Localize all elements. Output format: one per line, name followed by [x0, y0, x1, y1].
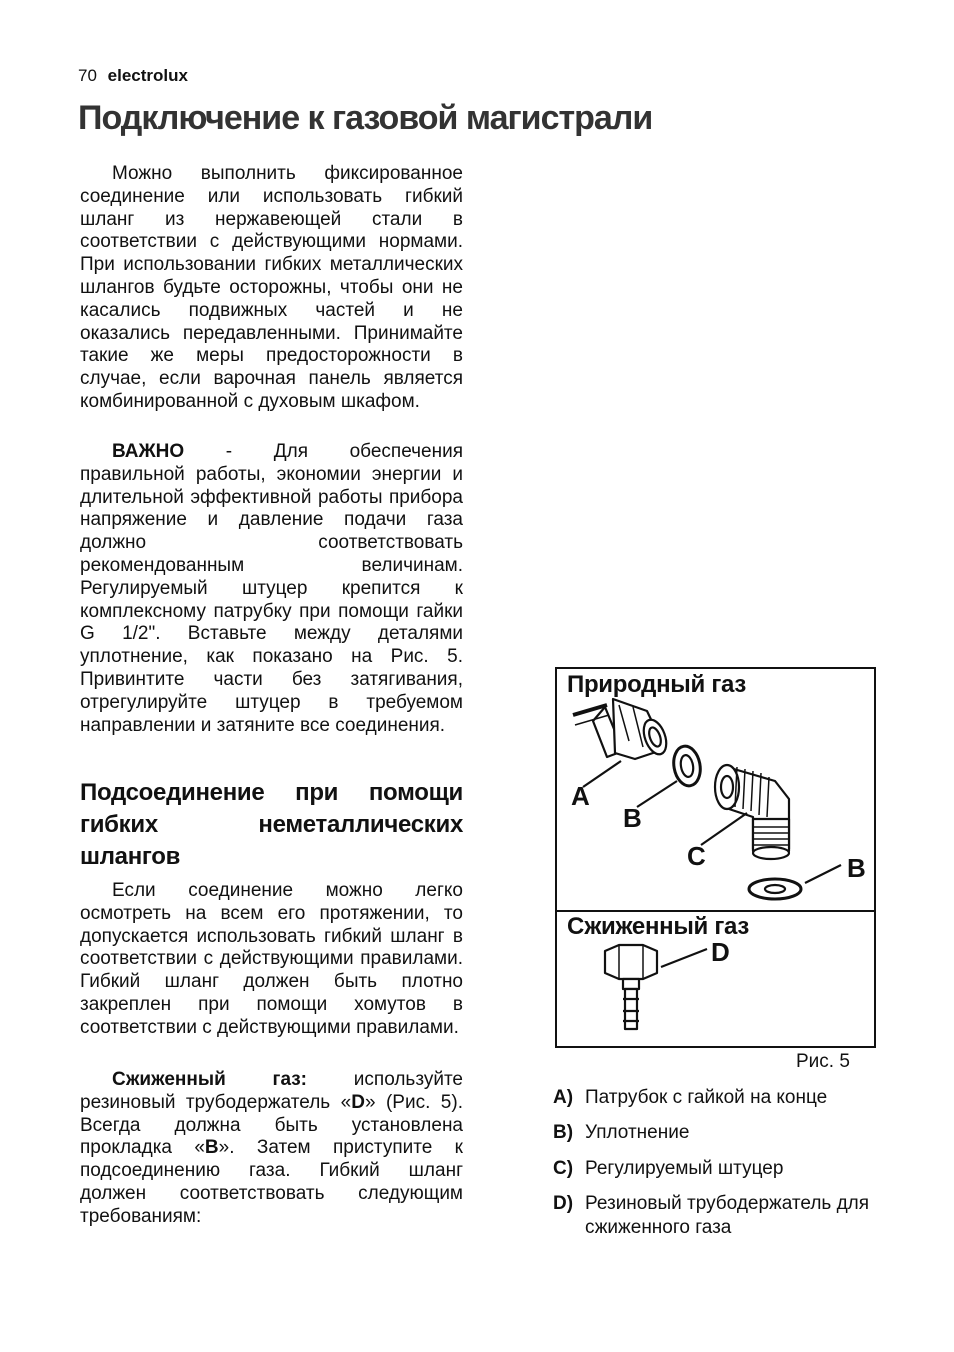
legend-text: Уплотнение	[585, 1122, 690, 1143]
leader-line-c	[701, 813, 747, 845]
leader-line-b	[637, 781, 677, 807]
figure-caption: Рис. 5	[796, 1051, 850, 1072]
intro-paragraph	[80, 163, 463, 414]
page-header	[78, 66, 188, 86]
intro-text: Можно выполнить фиксированное соединение или использовать гибкий шланг из нержавеющей стали в соответствии с действующими нормами. При использовании гибких металлических шлангов будьте осторожны, чтобы они не касались подвижных частей и не оказались передавленными. Принимайте такие же меры предосторожности в случае, если варочная панель является комбинированной с духовым шкафом.	[80, 163, 463, 412]
legend-letter: C)	[553, 1158, 574, 1179]
adjustable-fitting-illustration	[715, 765, 789, 859]
leader-line-d	[661, 949, 707, 967]
leader-line-b2	[805, 865, 841, 883]
legend-text: Патрубок с гайкой на конце	[585, 1087, 828, 1108]
legend-letter: A)	[553, 1087, 574, 1108]
important-paragraph	[80, 441, 463, 737]
page-number: 70	[78, 66, 97, 85]
label-d: D	[711, 937, 730, 967]
natural-gas-title: Природный газ	[567, 671, 746, 698]
lpg-paragraph	[80, 1069, 463, 1229]
figure-divider	[557, 910, 874, 912]
label-b: B	[623, 803, 642, 833]
lpg-ref-d: D	[351, 1091, 365, 1113]
label-c: C	[687, 841, 706, 871]
page-title: Подключение к газовой магистрали	[78, 99, 653, 137]
lpg-text-1: используйте резиновый трубодержатель «	[80, 1069, 463, 1113]
lpg-text-2: » (Рис. 5). Всегда должна быть установлена прокладка «	[80, 1091, 463, 1159]
hose-holder-illustration	[605, 945, 657, 1029]
pipe-with-nut-illustration	[573, 699, 671, 759]
lpg-text-3: ». Затем приступите к подсоединению газа. Гибкий шланг должен соответствовать следующим требованиям:	[80, 1137, 463, 1227]
figure-5	[555, 667, 876, 1048]
lower-washer-illustration	[749, 879, 801, 899]
legend-text: Регулируемый штуцер	[585, 1158, 784, 1179]
label-b2: B	[847, 853, 866, 883]
legend-text: Резиновый трубодержатель для сжиженного газа	[585, 1193, 870, 1238]
important-text: - Для обеспечения правильной работы, экономии энергии и длительной эффективной работы прибора напряжение и давление подачи газа должно соответствовать рекомендованным величинам. Регулируемый штуцер крепится к комплексному патрубку при помощи гайки G 1/2". Вставьте между деталями уплотнение, как показано на Рис. 5. Привинтите части без затягивания, отрегулируйте штуцер в требуемом направлении и затяните все соединения.	[80, 441, 463, 736]
brand-name: electrolux	[107, 66, 188, 85]
lpg-ref-b: B	[204, 1137, 219, 1159]
flexible-hose-text: Если соединение можно легко осмотреть на всем его протяжении, то допускается использовать гибкий шланг в соответствии с действующими правилами. Гибкий шланг должен быть плотно закреплен при помощи хомутов в соответствии с действующими правилами.	[80, 880, 463, 1038]
important-label: ВАЖНО	[112, 441, 185, 462]
label-a: A	[571, 781, 590, 811]
legend-letter: D)	[553, 1193, 574, 1214]
section-heading: Подсоединение при помощи гибких неметаллических шлангов	[80, 779, 463, 870]
lpg-label: Сжиженный газ:	[112, 1069, 308, 1090]
gas-connection-diagram	[557, 669, 874, 1046]
lpg-title: Сжиженный газ	[567, 913, 750, 940]
legend-letter: B)	[553, 1122, 574, 1143]
flexible-hose-paragraph	[80, 880, 463, 1040]
